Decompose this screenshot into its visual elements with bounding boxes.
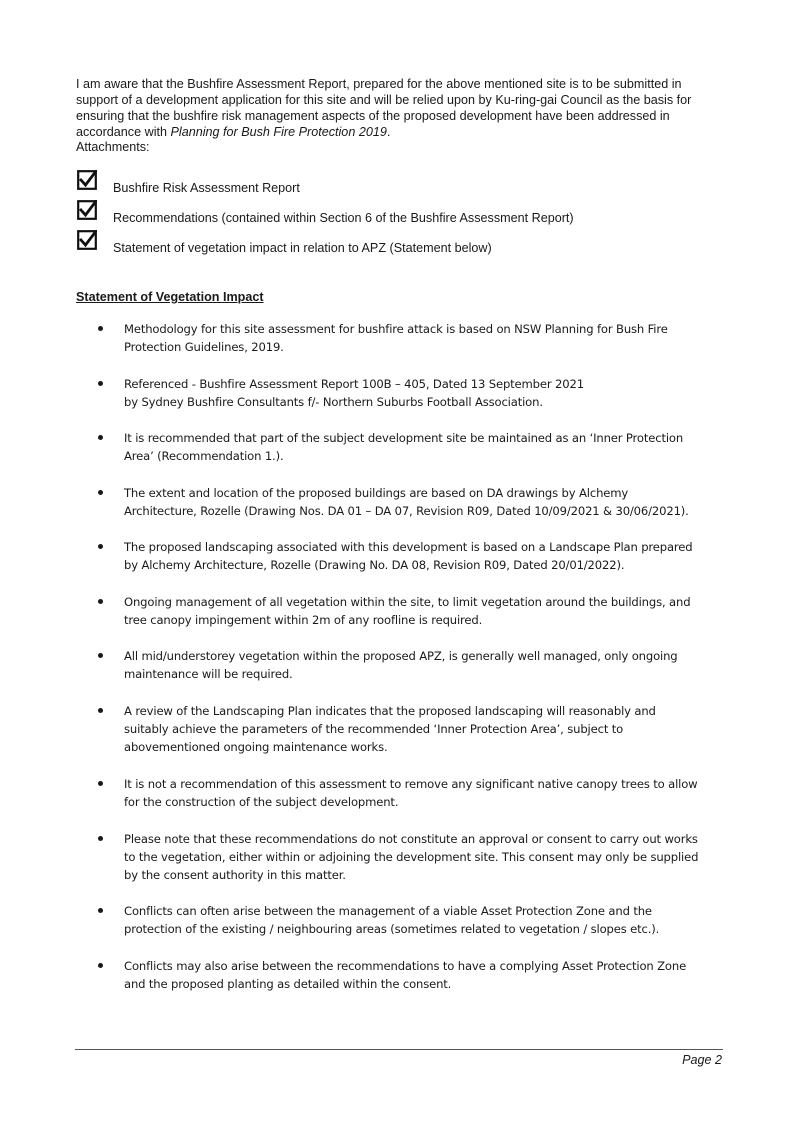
- attachments-checklist: [76, 168, 736, 258]
- bullet-dot-icon: [98, 490, 103, 495]
- intro-paragraph: [76, 76, 726, 140]
- bullet-line: Protection Guidelines, 2019.: [124, 340, 284, 354]
- bullet-line: All mid/understorey vegetation within the proposed APZ, is generally well managed, only ongoing: [124, 649, 678, 663]
- attachment-item: [76, 198, 736, 228]
- bullet-text: [124, 957, 721, 993]
- bullet-line: maintenance will be required.: [124, 667, 293, 681]
- bullet-text: [124, 484, 721, 520]
- bullet-line: Conflicts may also arise between the recommendations to have a complying Asset Protection Zone: [124, 959, 687, 973]
- bullet-line: Architecture, Rozelle (Drawing Nos. DA 01 – DA 07, Revision R09, Dated 10/09/2021 & 30/06/2021).: [124, 504, 689, 518]
- bullet-text: [124, 429, 721, 465]
- bullet-text: [124, 702, 721, 756]
- section-heading: Statement of Vegetation Impact: [76, 290, 264, 304]
- bullet-dot-icon: [98, 599, 103, 604]
- bullet-dot-icon: [98, 781, 103, 786]
- attachment-label: Recommendations (contained within Section 6 of the Bushfire Assessment Report): [113, 211, 574, 225]
- bullet-dot-icon: [98, 653, 103, 658]
- bullet-line: Area’ (Recommendation 1.).: [124, 449, 284, 463]
- bullet-line: It is recommended that part of the subject development site be maintained as an ‘Inner Protection: [124, 431, 684, 445]
- intro-text: I am aware that the Bushfire Assessment Report, prepared for the above mentioned site is to be submitted in support of a development application for this site and will be relied upon by Ku-ring-gai Council as the basis for ensuring that the bushfire risk management aspects of the proposed development have been addressed in accordance with: [76, 77, 692, 139]
- bullet-line: abovementioned ongoing maintenance works.: [124, 740, 388, 754]
- bullet-dot-icon: [98, 326, 103, 331]
- bullet-line: by the consent authority in this matter.: [124, 868, 346, 882]
- intro-end: .: [386, 125, 391, 139]
- bullet-line: to the vegetation, either within or adjoining the development site. This consent may only be supplied: [124, 850, 699, 864]
- bullet-line: Please note that these recommendations do not constitute an approval or consent to carry out works: [124, 832, 698, 846]
- bullet-line: Conflicts can often arise between the management of a viable Asset Protection Zone and the: [124, 904, 652, 918]
- footer-divider: [75, 1049, 723, 1050]
- bullet-line: The extent and location of the proposed buildings are based on DA drawings by Alchemy: [124, 486, 629, 500]
- bullet-line: by Sydney Bushfire Consultants f/- Northern Suburbs Football Association.: [124, 395, 543, 409]
- attachment-label: Statement of vegetation impact in relation to APZ (Statement below): [113, 241, 492, 255]
- bullet-text: [124, 647, 721, 683]
- bullet-line: The proposed landscaping associated with this development is based on a Landscape Plan prepared: [124, 540, 693, 554]
- bullet-text: [124, 375, 721, 411]
- bullet-text: [124, 902, 721, 938]
- attachment-item: [76, 228, 736, 258]
- bullet-text: [124, 320, 721, 356]
- attachment-label: Bushfire Risk Assessment Report: [113, 181, 300, 195]
- bullet-dot-icon: [98, 708, 103, 713]
- checked-box-icon[interactable]: [77, 230, 97, 250]
- bullet-text: [124, 593, 721, 629]
- bullet-line: Ongoing management of all vegetation within the site, to limit vegetation around the buildings, and: [124, 595, 691, 609]
- checked-box-icon[interactable]: [77, 170, 97, 190]
- bullet-dot-icon: [98, 381, 103, 386]
- bullet-text: [124, 775, 721, 811]
- page-number: Page 2: [682, 1053, 722, 1067]
- bullet-line: protection of the existing / neighbouring areas (sometimes related to vegetation / slopes etc.).: [124, 922, 660, 936]
- intro-italic-title: Planning for Bush Fire Protection 2019: [170, 125, 387, 139]
- bullet-dot-icon: [98, 435, 103, 440]
- bullet-dot-icon: [98, 963, 103, 968]
- checked-box-icon[interactable]: [77, 200, 97, 220]
- bullet-line: Referenced - Bushfire Assessment Report 100B – 405, Dated 13 September 2021: [124, 377, 584, 391]
- bullet-text: [124, 830, 721, 884]
- bullet-line: Methodology for this site assessment for bushfire attack is based on NSW Planning for Bush Fire: [124, 322, 668, 336]
- bullet-line: for the construction of the subject development.: [124, 795, 399, 809]
- attachments-label: Attachments:: [76, 140, 150, 154]
- bullet-line: tree canopy impingement within 2m of any roofline is required.: [124, 613, 483, 627]
- bullet-line: and the proposed planting as detailed within the consent.: [124, 977, 452, 991]
- bullet-line: A review of the Landscaping Plan indicates that the proposed landscaping will reasonably and: [124, 704, 656, 718]
- attachment-item: [76, 168, 736, 198]
- bullet-line: It is not a recommendation of this assessment to remove any significant native canopy trees to allow: [124, 777, 698, 791]
- bullet-text: [124, 538, 721, 574]
- bullet-line: by Alchemy Architecture, Rozelle (Drawing No. DA 08, Revision R09, Dated 20/01/2022).: [124, 558, 625, 572]
- bullet-dot-icon: [98, 908, 103, 913]
- bullet-dot-icon: [98, 544, 103, 549]
- bullet-dot-icon: [98, 836, 103, 841]
- bullet-line: suitably achieve the parameters of the recommended ‘Inner Protection Area’, subject to: [124, 722, 624, 736]
